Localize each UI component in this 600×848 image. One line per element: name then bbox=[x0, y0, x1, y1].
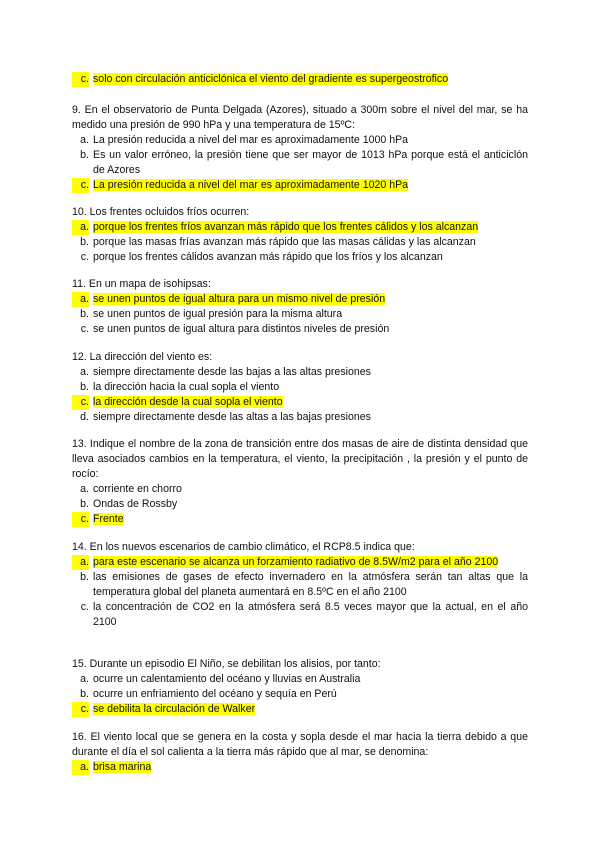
question-block bbox=[72, 540, 528, 630]
answer-option bbox=[72, 600, 528, 630]
option-text: ocurre un enfriamiento del océano y sequía en Perú bbox=[93, 688, 337, 700]
question-stem: 13. Indique el nombre de la zona de transición entre dos masas de aire de distinta densidad que lleva asociados cambios en la temperatura, el viento, la precipitación , la presión y el punto de rocío: bbox=[72, 438, 528, 480]
question-stem: 11. En un mapa de isohipsas: bbox=[72, 278, 211, 290]
answer-option bbox=[72, 235, 528, 250]
question-block bbox=[72, 350, 528, 425]
answer-option bbox=[72, 250, 528, 265]
option-text: la dirección hacia la cual sopla el viento bbox=[93, 381, 280, 393]
option-letter: a. bbox=[80, 483, 89, 495]
option-letter: b. bbox=[80, 308, 89, 320]
answer-option bbox=[72, 497, 528, 512]
question-block bbox=[72, 730, 528, 775]
option-text: La presión reducida a nivel del mar es aproximadamente 1000 hPa bbox=[93, 134, 409, 146]
option-letter: b. bbox=[80, 571, 89, 583]
answer-option bbox=[72, 178, 528, 193]
question-block bbox=[72, 657, 528, 717]
option-letter: a. bbox=[72, 292, 89, 307]
answer-option bbox=[72, 702, 528, 717]
question-block bbox=[72, 277, 528, 337]
option-letter: a. bbox=[80, 673, 89, 685]
answer-option bbox=[72, 220, 528, 235]
option-text: Es un valor erróneo, la presión tiene que ser mayor de 1013 hPa porque está el anticiclón de Azores bbox=[93, 149, 528, 176]
answer-option bbox=[72, 512, 528, 527]
question-stem: 14. En los nuevos escenarios de cambio climático, el RCP8.5 indica que: bbox=[72, 541, 415, 553]
answer-option bbox=[72, 322, 528, 337]
option-text: se unen puntos de igual altura para distintos niveles de presión bbox=[93, 323, 390, 335]
option-letter: b. bbox=[80, 688, 89, 700]
answer-option bbox=[72, 148, 528, 178]
option-letter: a. bbox=[72, 220, 89, 235]
option-letter: c. bbox=[80, 601, 89, 613]
option-letter: a. bbox=[72, 555, 89, 570]
option-letter: c. bbox=[72, 512, 89, 527]
highlighted-answer-text: se unen puntos de igual altura para un mismo nivel de presión bbox=[93, 293, 386, 305]
question-stem: 9. En el observatorio de Punta Delgada (Azores), situado a 300m sobre el nivel del mar, se ha medido una presión de 990 hPa y una temperatura de 15ºC: bbox=[72, 104, 528, 131]
question-stem: 10. Los frentes ocluidos fríos ocurren: bbox=[72, 206, 250, 218]
answer-option bbox=[72, 72, 528, 87]
option-letter: c. bbox=[72, 72, 89, 87]
option-letter: a. bbox=[80, 366, 89, 378]
answer-option bbox=[72, 410, 528, 425]
answer-option bbox=[72, 365, 528, 380]
answer-option bbox=[72, 380, 528, 395]
answer-option bbox=[72, 687, 528, 702]
answer-option bbox=[72, 395, 528, 410]
option-letter: c. bbox=[72, 178, 89, 193]
option-letter: a. bbox=[80, 134, 89, 146]
question-stem: 15. Durante un episodio El Niño, se debilitan los alisios, por tanto: bbox=[72, 658, 381, 670]
option-letter: c. bbox=[72, 395, 89, 410]
highlighted-answer-text: solo con circulación anticiclónica el viento del gradiente es supergeostrofico bbox=[93, 73, 449, 85]
highlighted-answer-text: brisa marina bbox=[93, 761, 152, 773]
option-letter: a. bbox=[72, 760, 89, 775]
option-text: se unen puntos de igual presión para la misma altura bbox=[93, 308, 343, 320]
option-text: porque los frentes cálidos avanzan más rápido que los fríos y los alcanzan bbox=[93, 251, 443, 263]
answer-option bbox=[72, 570, 528, 600]
answer-option bbox=[72, 760, 528, 775]
option-letter: d. bbox=[80, 411, 89, 423]
question-block bbox=[72, 205, 528, 265]
answer-option bbox=[72, 307, 528, 322]
option-letter: c. bbox=[80, 323, 89, 335]
highlighted-answer-text: para este escenario se alcanza un forzamiento radiativo de 8.5W/m2 para el año 2100 bbox=[93, 556, 499, 568]
highlighted-answer-text: Frente bbox=[93, 513, 124, 525]
option-letter: c. bbox=[80, 251, 89, 263]
highlighted-answer-text: La presión reducida a nivel del mar es aproximadamente 1020 hPa bbox=[93, 179, 409, 191]
option-text: las emisiones de gases de efecto invernadero en la atmósfera serán tan altas que la temperatura global del planeta aumentará en 8.5ºC en el año 2100 bbox=[93, 571, 528, 598]
option-text: corriente en chorro bbox=[93, 483, 182, 495]
question-stem: 12. La dirección del viento es: bbox=[72, 351, 213, 363]
question-block bbox=[72, 437, 528, 527]
highlighted-answer-text: se debilita la circulación de Walker bbox=[93, 703, 256, 715]
option-text: porque las masas frías avanzan más rápido que las masas cálidas y las alcanzan bbox=[93, 236, 476, 248]
option-letter: b. bbox=[80, 149, 89, 161]
highlighted-answer-text: porque los frentes fríos avanzan más rápido que los frentes cálidos y los alcanzan bbox=[93, 221, 479, 233]
question-stem: 16. El viento local que se genera en la costa y sopla desde el mar hacia la tierra debido a que durante el día el sol calienta a la tierra más rápido que al mar, se denomina: bbox=[72, 731, 528, 758]
option-letter: b. bbox=[80, 381, 89, 393]
option-letter: b. bbox=[80, 498, 89, 510]
answer-option bbox=[72, 555, 528, 570]
question-block bbox=[72, 103, 528, 193]
option-text: Ondas de Rossby bbox=[93, 498, 178, 510]
option-text: siempre directamente desde las bajas a las altas presiones bbox=[93, 366, 371, 378]
option-text: ocurre un calentamiento del océano y lluvias en Australia bbox=[93, 673, 361, 685]
answer-option bbox=[72, 133, 528, 148]
answer-option bbox=[72, 672, 528, 687]
option-text: la concentración de CO2 en la atmósfera será 8.5 veces mayor que la actual, en el año 2100 bbox=[93, 601, 528, 628]
question-block bbox=[72, 72, 528, 87]
option-text: siempre directamente desde las altas a las bajas presiones bbox=[93, 411, 371, 423]
option-letter: b. bbox=[80, 236, 89, 248]
answer-option bbox=[72, 482, 528, 497]
highlighted-answer-text: la dirección desde la cual sopla el viento bbox=[93, 396, 283, 408]
option-letter: c. bbox=[72, 702, 89, 717]
answer-option bbox=[72, 292, 528, 307]
